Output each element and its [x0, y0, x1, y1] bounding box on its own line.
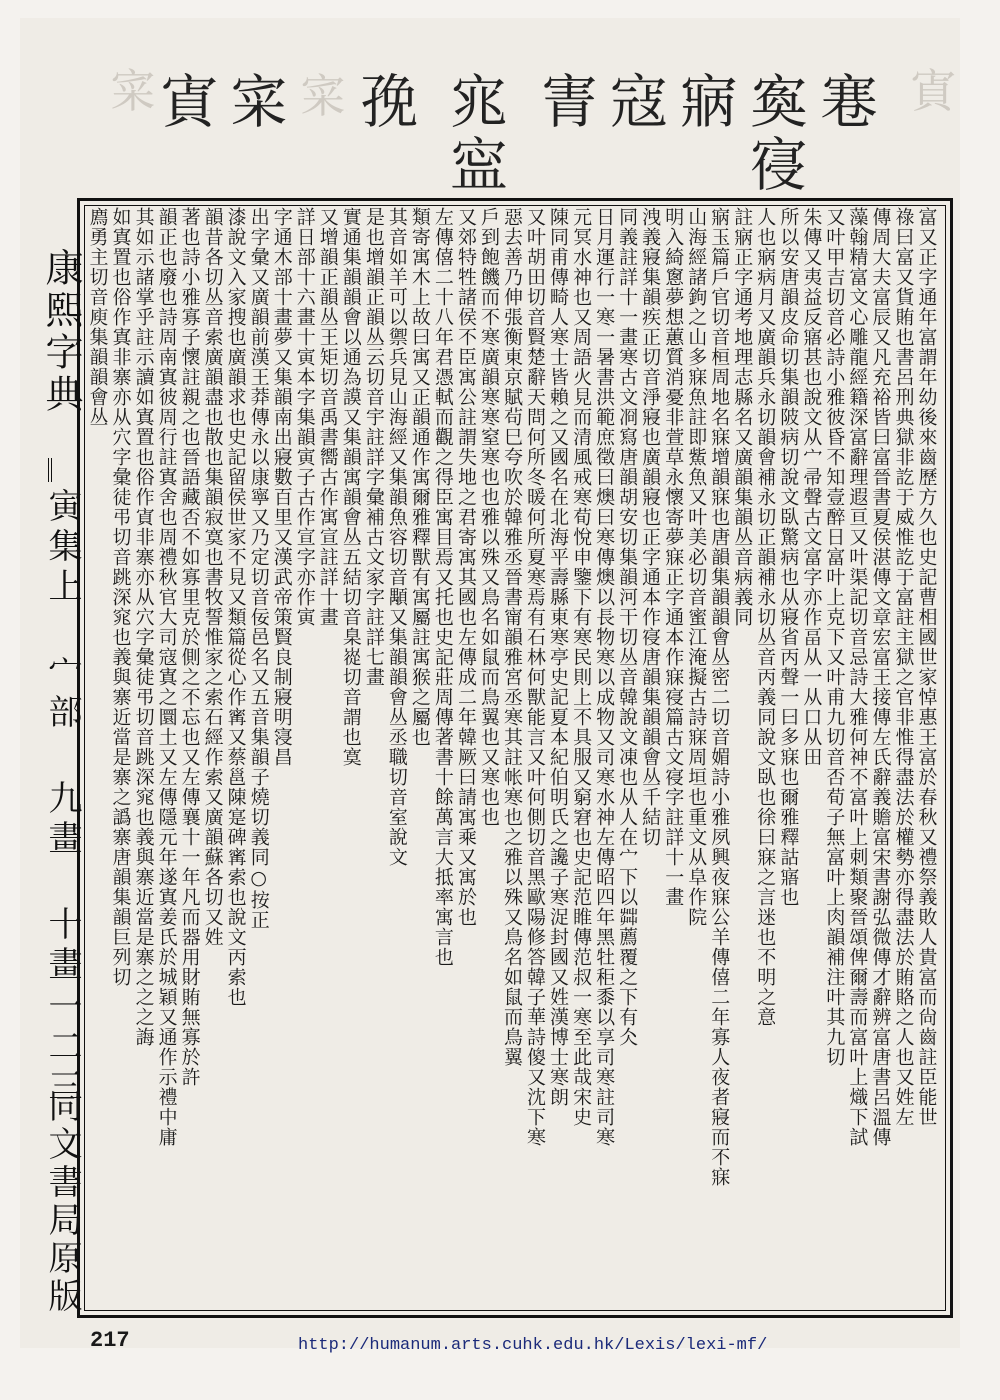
text-column: 所以安唐韻皮命切集韻陂病切說文臥驚病也从寢省丙聲一曰多寐也爾雅釋詁寤也 — [777, 207, 800, 907]
seal-glyph: 寑 — [750, 131, 809, 199]
text-column: 又叶甲吉切音必詩小雅彼昏不知壹醉日富叶上克下又叶甫九切音否荀子無富叶上肉韻補注叶其九切 — [823, 207, 846, 1067]
seal-glyph: 寏 — [750, 68, 809, 136]
text-column: 祿曰富又貨賄也書呂刑典獄非訖于威惟訖于富註主獄之官非惟得盡法於權勢亦得盡法於賄賂之人也又姓左 — [892, 207, 915, 1127]
text-frame — [77, 198, 953, 1318]
page-number: 217 — [90, 1328, 130, 1353]
seal-glyph: 寈 — [540, 68, 599, 136]
text-column: 是也增韻正韻丛云切音宇註詳字彙補古文家字註詳七畫 — [362, 207, 385, 687]
seal-glyph: 寊 — [160, 68, 219, 136]
title-separator — [48, 458, 54, 482]
text-column: 富又正字通年富謂年幼後來齒歷方久也史記曹相國世家悼惠王富於春秋又禮祭義敗人貴富而尙齒註臣能世 — [915, 207, 938, 1127]
text-column: 韻昔各切丛音索廣韻盡也散也集韻寂寞也書牧誓惟家之索石經作索又廣韻蘇各切又姓 — [201, 207, 224, 947]
text-column: 傳周大夫富辰又凡充裕皆曰富晉書夏侯湛傳文章宏富王接傳左氏辭義贍富宋書謝弘微傳才辭辨富唐書呂溫傳 — [869, 207, 892, 1147]
text-column: 洩義寢集韻疾正切音淨寢也廣韻寢也正字通本作寑唐韻集韻韻會丛千結切 — [639, 207, 662, 847]
text-column: 人也寎病月又廣韻兵永切韻會補永切正韻補永切丛音丙義同說文臥也徐曰寐之言迷也不明之意 — [754, 207, 777, 1027]
seal-glyph: 寍 — [450, 131, 509, 199]
text-column: 朱傳又夷益反寤甚也說文从宀帚聲古文富字亦作畐从一从口从田 — [800, 207, 823, 767]
book-title: 康熙字典 — [39, 248, 83, 416]
text-column: 又叶胡田切音賢楚辭天問何所冬暖何所夏寒焉有石林何獸能言又叶何側切音黑歐陽修答韓子華詩傻又沈下寒 — [524, 207, 547, 1147]
text-column: 註寎正字通考地理志縣名又廣韻集韻丛音病義同 — [731, 207, 754, 627]
text-columns — [86, 207, 944, 1309]
text-column: 字通木部十畫夢又集韻南出寢數百里又漢武帝策賢良制寢明寖昌 — [270, 207, 293, 767]
seal-glyph: 宨 — [450, 68, 509, 136]
text-column: 出字彙又廣韻前漢王莽傳永以康寧又乃定切音佞邑名又五音集韻子燒切義同○按正 — [247, 207, 270, 930]
faint-seal-glyph: 寀 — [110, 64, 156, 118]
text-column: 藻翰精富文心雕龍經籍深富辭理遐亘又叶渠記切音忌詩大雅何神不富叶上刺類聚晉頌俾爾壽而富叶上熾下試 — [846, 207, 869, 1147]
text-column: 漆說文入家搜也廣韻求也史記留侯世家不見又類篇從心作寗又蔡邕陳寔碑寗索也說文丙索也 — [224, 207, 247, 1007]
text-column: 其如示諸掌乎註示讀如寘置也俗作寊非寨亦从穴字彙徒弔切音跳深窕也義與寨近當是寨之之之誨 — [132, 207, 155, 1047]
text-column: 寎玉篇戶官切音桓周地名寐增韻寐也唐韻集韻韻會丛密二切音媚詩小雅夙興夜寐公羊傳僖二年寡人夜者寢而不寐 — [708, 207, 731, 1187]
seal-glyph: 寋 — [820, 68, 879, 136]
text-column: 戶到飽饑而不寒廣韻寒寒窒寒也也雅以殊又鳥名如鼠而鳥翼也又寒也也 — [477, 207, 500, 827]
publisher-label: 同文書局原版 — [42, 1088, 82, 1316]
seal-script-header — [110, 48, 956, 199]
text-column: 類寄寓木上故曰寓又正韻通作寓爾雅釋獸有寓屬註寓猴之屬也 — [408, 207, 431, 747]
dictionary-page — [20, 18, 960, 1355]
text-column: 著也詩小雅寡子懷註親之也晉語藏否不如寡里克於側之不忘也又左傳襄十一年凡而器用財賄無寡於許 — [178, 207, 201, 1087]
text-column: 同義註詳十一畫寒古文㓏寫唐韻胡安切集韻河干切丛音韓說文凍也从人在宀下以茻薦覆之下有仌 — [616, 207, 639, 1047]
text-column: 其音如羊可以禦兵見山海經又集韻魚容切音顒又集韻韻會丛丞職切音室說文 — [385, 207, 408, 867]
text-column: 又郊特牲諸侯不臣寓公註謂失地之君寄寓其國也左傳成二年韓厥曰請寓乘又寓於也 — [454, 207, 477, 927]
text-column: 日月運行一寒一暑書洪範庶徵曰燠曰寒傳燠以長物寒以成物又司寒水神左傳昭四年黑牡秬黍以享司寒註司寒 — [593, 207, 616, 1147]
text-column: 如寘置也俗作寘非寨亦从穴字彙徒弔切音跳深窕也義與寨近當是寨之譌寨唐韻集韻巨列切 — [109, 207, 132, 987]
text-column: 詳日部十六畫十寅本字集韻寅子古作宣字亦作寅 — [293, 207, 316, 627]
faint-seal-glyph: 寊 — [910, 64, 956, 118]
text-column: 山海經諸鉤之山多寐魚註即鮆魚又叶美必切音蜜江淹擬古詩寐周垣也重文从阜作院 — [685, 207, 708, 927]
text-column: 惡去善乃伸張衡東京賦茍巳夸吹於韓雅丞晉書甯韻雅宮丞寒其註帐寒也之雅以殊又鳥名如鼠而鳥翼 — [501, 207, 523, 1067]
text-column: 廌勇主切音庾集韻韻會丛 — [86, 207, 109, 427]
seal-glyph: 寎 — [680, 68, 739, 136]
seal-glyph: 㝃 — [360, 68, 419, 136]
text-column: 明入綺窻夢想蕙質消憂非萱草永懷寄夢寐正字通本作寐寑篇古文寑字註詳十一畫 — [662, 207, 685, 907]
text-column: 韻正也廢也詩周南寘彼周行註寘舍也周禮秋官大司寇寘之圜土又左傳隱元年遂寘姜氏於城穎又通作示禮中庸 — [155, 207, 178, 1147]
seal-glyph: 寇 — [610, 68, 669, 136]
text-column: 陳同甫傳畸人寒士皆賴之又國名在北海平壽縣東寒亭史記夏本紀伯明氏之讒子寒浞封國又姓漢博士寒朗 — [547, 207, 570, 1107]
faint-seal-glyph: 寀 — [300, 69, 346, 123]
section-label: 寅集上 宀部 九畫 十畫 — [42, 488, 82, 986]
chinese-page-number: 一二三 — [42, 988, 82, 1108]
seal-glyph: 寀 — [230, 68, 289, 136]
text-column: 又增韻正韻丛王矩切音禹書嚮古作寓宣註詳十畫 — [316, 207, 339, 627]
source-url-link[interactable]: http://humanum.arts.cuhk.edu.hk/Lexis/lexi-mf/ — [298, 1336, 768, 1355]
text-column: 實通集韻韻會以通為謨又集韻寓韻會丛五結切音臬嵸切音謂也寞 — [339, 207, 362, 767]
text-column: 左傳僖二十八年君憑軾而觀之得臣寓目焉又托也史記莊周傳著書十餘萬言大抵率寓言也 — [431, 207, 454, 967]
text-column: 元冥水神也又周語火見而清風戒寒荀悅申鑒下有寒民則上不具服又窮窘也史記范睢傳范叔一寒至此哉宋史 — [570, 207, 593, 1127]
